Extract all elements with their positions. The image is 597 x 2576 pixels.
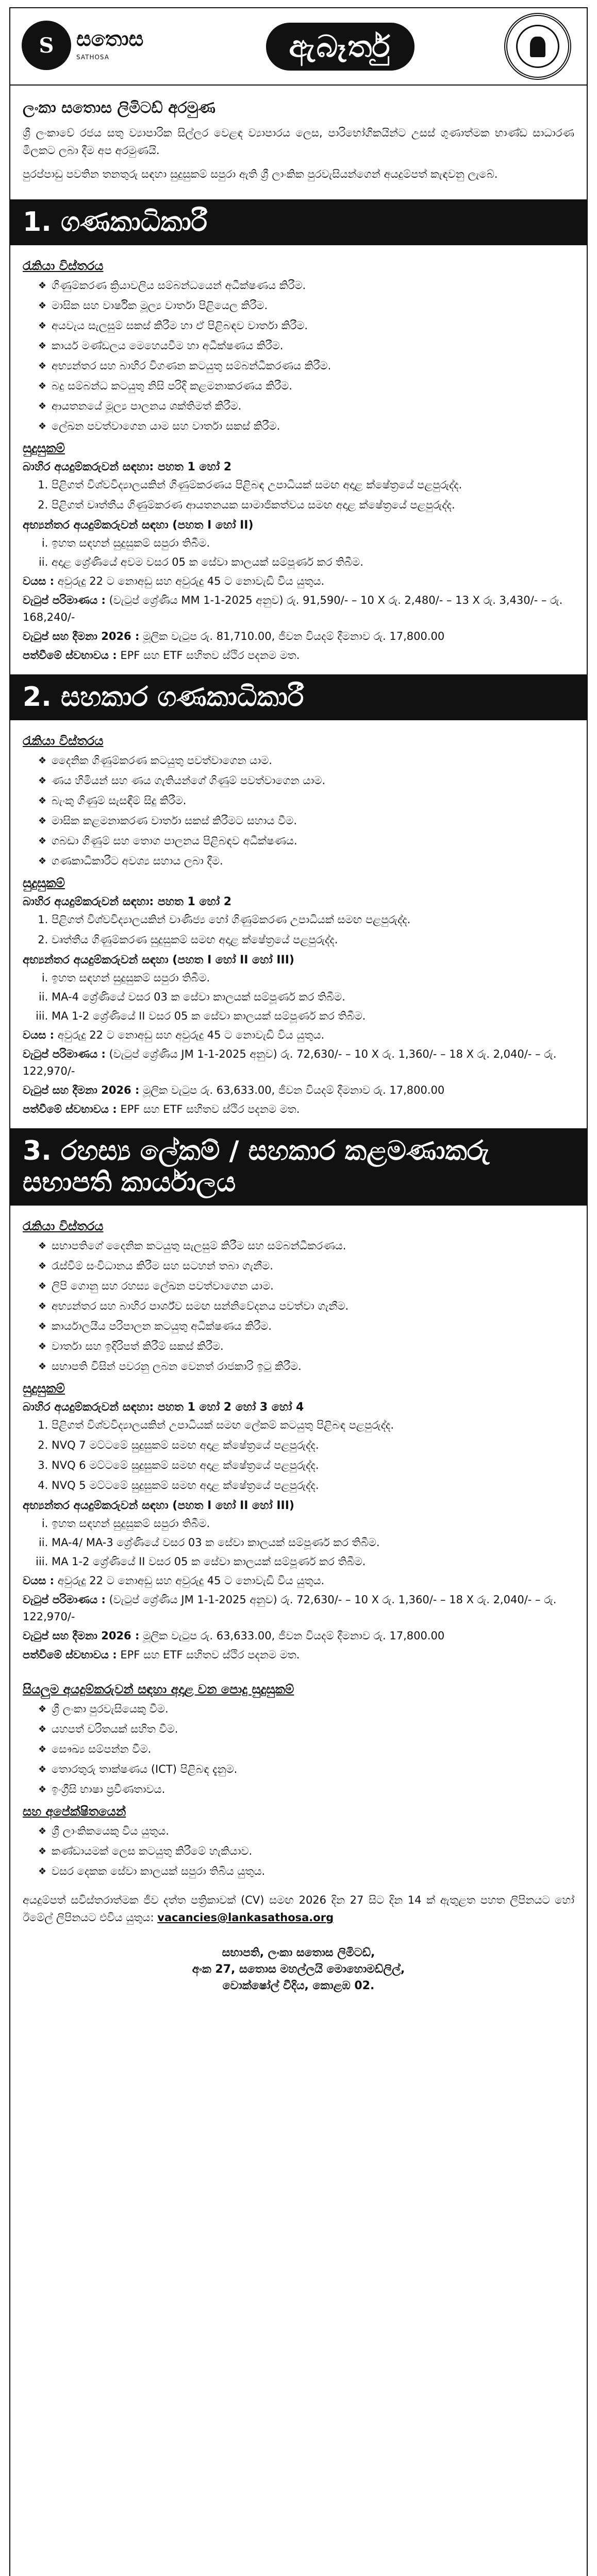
duty-item: ❖ ලිපි ගොනු සහ රහස්‍ය ලේඛන පවත්වාගෙන යාම. xyxy=(38,1278,574,1295)
duty-item: ❖ ආයතනයේ මූල්‍ය පාලනය ශක්තිමත් කිරීම. xyxy=(38,398,574,415)
internal-heading: අභ්‍යන්තර අයදුම්කරුවන් සඳහා (පහත I හෝ II හෝ III) xyxy=(23,954,294,967)
age-label: වයස : xyxy=(23,1029,55,1041)
internal-item: ii. MA-4 ශ්‍රේණියේ වසර 03 ක සේවා කාලයක් සම්පූර්ණ කර තිබීම. xyxy=(52,989,574,1006)
internal-heading: අභ්‍යන්තර අයදුම්කරුවන් සඳහා (පහත I හෝ II හෝ III) xyxy=(23,1499,294,1512)
intro xyxy=(10,86,587,194)
duty-item: ❖ ලේඛන පවත්වාගෙන යාම සහ වාර්තා සකස් කිරීම. xyxy=(38,418,574,435)
duty-item: ❖ බැංකු ගිණුම් සැසඳීම් සිදු කිරීම. xyxy=(38,792,574,809)
age-label: වයස : xyxy=(23,575,55,587)
intro-heading: ලංකා සතොස ලිමිටඩ් අරමුණ xyxy=(23,99,215,117)
age-value: අවුරුදු 22 ට නොඅඩු සහ අවුරුදු 45 ට නොවැඩි විය යුතුය. xyxy=(57,575,325,587)
internal-item: iii. MA 1-2 ශ්‍රේණියේ II වසර 05 ක සේවා කාලයක් සම්පූර්ණ කර තිබීම. xyxy=(52,1553,574,1570)
duty-item: ❖ බදු සම්බන්ධ කටයුතු නිසි පරිදි කළමනාකරණය කිරීම. xyxy=(38,378,574,395)
intro-para-2: පුරප්පාඩු පවතින තනතුරු සඳහා සුදුසුකම් සපුරා ඇති ශ්‍රී ලාංකික පුරවැසියන්ගෙන් අයදුම්පත් කැඳවනු ලැබේ. xyxy=(23,168,498,180)
allow-label: වැටුප් සහ දීමනා 2026 : xyxy=(23,1084,140,1096)
duty-item: ❖ සභාපති විසින් පවරනු ලබන වෙනත් රාජකාරි ඉටු කිරීම. xyxy=(38,1358,574,1375)
footer-address xyxy=(10,1938,587,1994)
duty-item: ❖ ගණකාධිකාරීට අවශ්‍ය සහාය ලබා දීම. xyxy=(38,853,574,870)
qual-list xyxy=(23,477,574,514)
duty-item: ❖ දෛනික ගිණුම්කරණ කටයුතු පවත්වාගෙන යාම. xyxy=(38,752,574,769)
emp-label: පත්වීමේ ස්වභාවය : xyxy=(23,1649,117,1661)
internal-item: i. ඉහත සඳහන් සුදුසුකම් සපුරා තිබීම. xyxy=(52,535,574,552)
qual-list xyxy=(23,1417,574,1494)
logo-mark-icon: S xyxy=(22,21,71,70)
duties-heading: රැකියා විස්තරය xyxy=(23,1219,104,1233)
internal-list xyxy=(23,535,574,571)
duty-item: ❖ ගිණුම්කරණ ක්‍රියාවලිය සම්බන්ධයෙන් අධීක්ෂණය කිරීම. xyxy=(38,277,574,294)
duty-item: ❖ කාර්යාලයීය පරිපාලන කටයුතු අධීක්ෂණය කිරීම. xyxy=(38,1318,574,1335)
duties-heading: රැකියා විස්තරය xyxy=(23,734,104,748)
pref-item: ❖ කණ්ඩායමක් ලෙස කටයුතු කිරීමේ හැකියාව. xyxy=(38,1843,574,1860)
internal-item: iii. MA 1-2 ශ්‍රේණියේ II වසර 05 ක සේවා කාලයක් සම්පූර්ණ කර තිබීම. xyxy=(52,1008,574,1025)
section-title: 1. ගණකාධිකාරී xyxy=(10,199,587,245)
qual-item: 3. NVQ 6 මට්ටමේ සුදුසුකම් සමඟ අදාළ ක්ෂේත්‍රයේ පළපුරුද්ද. xyxy=(52,1457,574,1474)
qual-heading: සුදුසුකම් xyxy=(23,441,65,455)
salary-value: (වැටුප් ශ්‍රේණිය JM 1-1-2025 අනුව) රු. 72,630/- – 10 X රු. 1,360/- – 18 X රු. 2,040/- – රු. 122,970/- xyxy=(23,1594,557,1623)
age-line xyxy=(23,1572,574,1589)
general-heading: සියලුම අයදුම්කරුවන් සඳහා අදාළ වන පොදු සුදුසුකම් xyxy=(23,1682,294,1697)
qual-item: 1. පිළිගත් විශ්වවිද්‍යාලයකින් වාණිජ්‍ය හෝ ගිණුම්කරණ උපාධියක් සමඟ පළපුරුද්ද. xyxy=(52,911,574,928)
footer-line-3: වොක්ෂෝල් වීදිය, කොළඹ 02. xyxy=(222,1979,375,1992)
logo-sub: SATHOSA xyxy=(76,54,109,61)
qual-item: 2. NVQ 7 මට්ටමේ සුදුසුකම් සමඟ අදාළ ක්ෂේත්‍රයේ පළපුරුද්ද. xyxy=(52,1437,574,1454)
allow-line xyxy=(23,1082,574,1099)
allow-line xyxy=(23,628,574,645)
age-value: අවුරුදු 22 ට නොඅඩු සහ අවුරුදු 45 ට නොවැඩි විය යුතුය. xyxy=(57,1574,325,1587)
duty-item: ❖ ගබඩා ගිණුම් සහ තොග පාලනය පිළිබඳව අධීක්ෂණය. xyxy=(38,833,574,850)
pref-list xyxy=(23,1823,574,1880)
pref-item: ❖ වසර දෙකක සේවා කාලයක් සපුරා තිබිය යුතුය. xyxy=(38,1863,574,1880)
age-line xyxy=(23,1027,574,1044)
emp-value: EPF සහ ETF සහිතව ස්ථිර පදනම මත. xyxy=(120,649,300,662)
duties-list xyxy=(23,1238,574,1375)
sathosa-logo xyxy=(22,15,176,77)
allow-label: වැටුප් සහ දීමනා 2026 : xyxy=(23,1630,140,1642)
general-requirements xyxy=(10,1669,587,1886)
header xyxy=(10,8,587,86)
allow-value: මූලික වැටුප රු. 63,633.00, ජීවන වියදම් දීමනාව රු. 17,800.00 xyxy=(143,1084,445,1096)
emp-value: EPF සහ ETF සහිතව ස්ථිර පදනම මත. xyxy=(120,1649,300,1661)
emp-value: EPF සහ ETF සහිතව ස්ථිර පදනම මත. xyxy=(120,1103,300,1115)
general-item: ❖ ඉංග්‍රීසි භාෂා ප්‍රවීණතාවය. xyxy=(38,1781,574,1798)
duty-item: ❖ ණය හිමියන් සහ ණය ගැතියන්ගේ ගිණුම් පවත්වාගෙන යාම. xyxy=(38,772,574,789)
section-body xyxy=(10,1206,587,1669)
section-body xyxy=(10,245,587,669)
duty-item: ❖ මාසික කළමනාකරණ වාර්තා සකස් කිරීමට සහාය වීම. xyxy=(38,812,574,829)
emp-line xyxy=(23,1101,574,1118)
salary-line xyxy=(23,592,574,626)
salary-value: (වැටුප් ශ්‍රේණිය JM 1-1-2025 අනුව) රු. 72,630/- – 10 X රු. 1,360/- – 18 X රු. 2,040/- – රු. 122,970/- xyxy=(23,1048,557,1077)
internal-item: ii. MA-4/ MA-3 ශ්‍රේණියේ වසර 03 ක සේවා කාලයක් සම්පූර්ණ කර තිබීම. xyxy=(52,1534,574,1551)
salary-label: වැටුප් පරිමාණය : xyxy=(23,1594,106,1606)
duties-list xyxy=(23,752,574,870)
duty-item: ❖ අභ්‍යන්තර සහ බාහිර පාර්ශ්ව සමඟ සන්නිවේදනය පවත්වා ගැනීම. xyxy=(38,1298,574,1315)
duty-item: ❖ මාසික සහ වාර්ෂික මූල්‍ය වාර්තා පිළියෙල කිරීම. xyxy=(38,297,574,314)
logo-text: සතොස xyxy=(76,27,144,51)
general-item: ❖ සෞඛ්‍ය සම්පන්න වීම. xyxy=(38,1741,574,1758)
age-value: අවුරුදු 22 ට නොඅඩු සහ අවුරුදු 45 ට නොවැඩි විය යුතුය. xyxy=(57,1029,325,1041)
qual-item: 4. NVQ 5 මට්ටමේ සුදුසුකම් සමඟ අදාළ ක්ෂේත්‍රයේ පළපුරුද්ද. xyxy=(52,1477,574,1494)
salary-value: (වැටුප් ශ්‍රේණිය MM 1-1-2025 අනුව) රු. 91,590/- – 10 X රු. 2,480/- – 13 X රු. 3,430/- – රු. 168,240/- xyxy=(23,594,563,623)
emp-line xyxy=(23,1647,574,1664)
general-item: ❖ තොරතුරු තාක්ෂණය (ICT) පිළිබඳ දැනුම. xyxy=(38,1761,574,1778)
qual-list xyxy=(23,911,574,948)
qual-subheading: බාහිර අයදුම්කරුවන් සඳහා: පහත 1 හෝ 2 xyxy=(23,895,232,908)
qual-heading: සුදුසුකම් xyxy=(23,1381,65,1396)
duty-item: ❖ වාර්තා සහ ඉදිරිපත් කිරීම් සකස් කිරීම. xyxy=(38,1338,574,1355)
pref-heading: සහ අපේක්ෂිතයෙන් xyxy=(23,1804,126,1819)
duties-heading: රැකියා විස්තරය xyxy=(23,259,104,273)
qual-subheading: බාහිර අයදුම්කරුවන් සඳහා: පහත 1 හෝ 2 xyxy=(23,461,232,473)
allow-value: මූලික වැටුප රු. 63,633.00, ජීවන වියදම් දීමනාව රු. 17,800.00 xyxy=(143,1630,445,1642)
section-body xyxy=(10,720,587,1123)
advertisement-frame xyxy=(9,7,588,2576)
internal-item: i. ඉහත සඳහන් සුදුසුකම් සපුරා තිබීම. xyxy=(52,970,574,987)
allow-line xyxy=(23,1628,574,1645)
salary-line xyxy=(23,1591,574,1625)
email-link[interactable]: vacancies@lankasathosa.org xyxy=(157,1911,334,1924)
qual-item: 2. වෘත්තීය ගිණුම්කරණ සුදුසුකම් සමඟ අදාළ ක්ෂේත්‍රයේ පළපුරුද්ද. xyxy=(52,931,574,948)
general-list xyxy=(23,1701,574,1798)
duty-item: ❖ කාර්ය මණ්ඩලය මෙහෙයවීම හා අධීක්ෂණය කිරීම. xyxy=(38,337,574,354)
duty-item: ❖ අයවැය සැලසුම් සකස් කිරීම හා ඒ පිළිබඳව වාර්තා කිරීම. xyxy=(38,317,574,334)
section-title: 2. සහකාර ගණකාධිකාරී xyxy=(10,674,587,720)
duties-list xyxy=(23,277,574,435)
age-line xyxy=(23,573,574,590)
general-item: ❖ යහපත් චරිතයක් සහිත වීම. xyxy=(38,1721,574,1738)
emblem-icon xyxy=(504,13,571,80)
duty-item: ❖ රැස්වීම් සංවිධානය කිරීම සහ සටහන් තබා ගැනීම. xyxy=(38,1258,574,1275)
section-title: 3. රහස්‍ය ලේකම් / සහකාර කළමණාකරු සභාපති කාර්යාලය xyxy=(10,1128,587,1206)
emp-line xyxy=(23,647,574,664)
emp-label: පත්වීමේ ස්වභාවය : xyxy=(23,1103,117,1115)
allow-label: වැටුප් සහ දීමනා 2026 : xyxy=(23,630,140,642)
internal-list xyxy=(23,970,574,1025)
qual-item: 1. පිළිගත් විශ්වවිද්‍යාලයකින් ගිණුම්කරණය පිළිබඳ උපාධියක් සමඟ අදාළ ක්ෂේත්‍රයේ පළපුරුද්ද. xyxy=(52,477,574,494)
apply-instructions xyxy=(10,1886,587,1938)
internal-item: i. ඉහත සඳහන් සුදුසුකම් සපුරා තිබීම. xyxy=(52,1515,574,1532)
internal-heading: අභ්‍යන්තර අයදුම්කරුවන් සඳහා (පහත I හෝ II) xyxy=(23,519,254,532)
internal-list xyxy=(23,1515,574,1570)
job-sections xyxy=(10,199,587,1669)
emp-label: පත්වීමේ ස්වභාවය : xyxy=(23,649,117,662)
general-item: ❖ ශ්‍රී ලංකා පුරවැසියෙකු වීම. xyxy=(38,1701,574,1718)
salary-label: වැටුප් පරිමාණය : xyxy=(23,1048,106,1060)
qual-item: 1. පිළිගත් විශ්වවිද්‍යාලයකින් උපාධියක් සමඟ ලේකම් කටයුතු පිළිබඳ පළපුරුද්ද. xyxy=(52,1417,574,1434)
internal-item: ii. අදාළ ශ්‍රේණියේ අවම වසර 05 ක සේවා කාලයක් සම්පූර්ණ කර තිබීම. xyxy=(52,554,574,571)
apply-text: අයදුම්පත් සවිස්තරාත්මක ජීව දත්ත පත්‍රිකාවක් (CV) සමඟ 2026 දින 27 සිට දින 14 ක් ඇතුළත පහත ලිපිනයට හෝ ඊමේල් ලිපිනයට එවිය යුතුය: xyxy=(23,1894,574,1924)
qual-item: 2. පිළිගත් වෘත්තීය ගිණුම්කරණ ආයතනයක සාමාජිකත්වය සමඟ අදාළ ක්ෂේත්‍රයේ පළපුරුද්ද. xyxy=(52,497,574,514)
allow-value: මූලික වැටුප රු. 81,710.00, ජීවන වියදම් දීමනාව රු. 17,800.00 xyxy=(143,630,445,642)
footer-line-2: අංක 27, සතොස මහල්ලයි මොහොමඩ්ලිල්, xyxy=(192,1963,405,1976)
page-title: ඇබෑර්තු xyxy=(266,23,414,71)
duty-item: ❖ සභාපතිගේ දෛනික කටයුතු සැලසුම් කිරීම සහ සම්බන්ධීකරණය. xyxy=(38,1238,574,1255)
pref-item: ❖ ශ්‍රී ලාංකිකයෙකු විය යුතුය. xyxy=(38,1823,574,1840)
salary-line xyxy=(23,1046,574,1080)
salary-label: වැටුප් පරිමාණය : xyxy=(23,594,106,606)
intro-para-1: ශ්‍රී ලංකාවේ රජය සතු ව්‍යාපාරික සිල්ලර වෙළඳ ව්‍යාපාරය ලෙස, පාරිභෝගිකයින්ට උසස් ගුණාත්මක භාණ්ඩ සාධාරණ මිලකට ලබා දීම අප අරමුණයි. xyxy=(23,127,574,157)
duty-item: ❖ අභ්‍යන්තර සහ බාහිර විගණන කටයුතු සම්බන්ධීකරණය කිරීම. xyxy=(38,358,574,375)
qual-heading: සුදුසුකම් xyxy=(23,876,65,890)
footer-line-1: සභාපති, ලංකා සතොස ලිමිටඩ්, xyxy=(222,1946,375,1959)
qual-subheading: බාහිර අයදුම්කරුවන් සඳහා: පහත 1 හෝ 2 හෝ 3 හෝ 4 xyxy=(23,1401,304,1414)
age-label: වයස : xyxy=(23,1574,55,1587)
